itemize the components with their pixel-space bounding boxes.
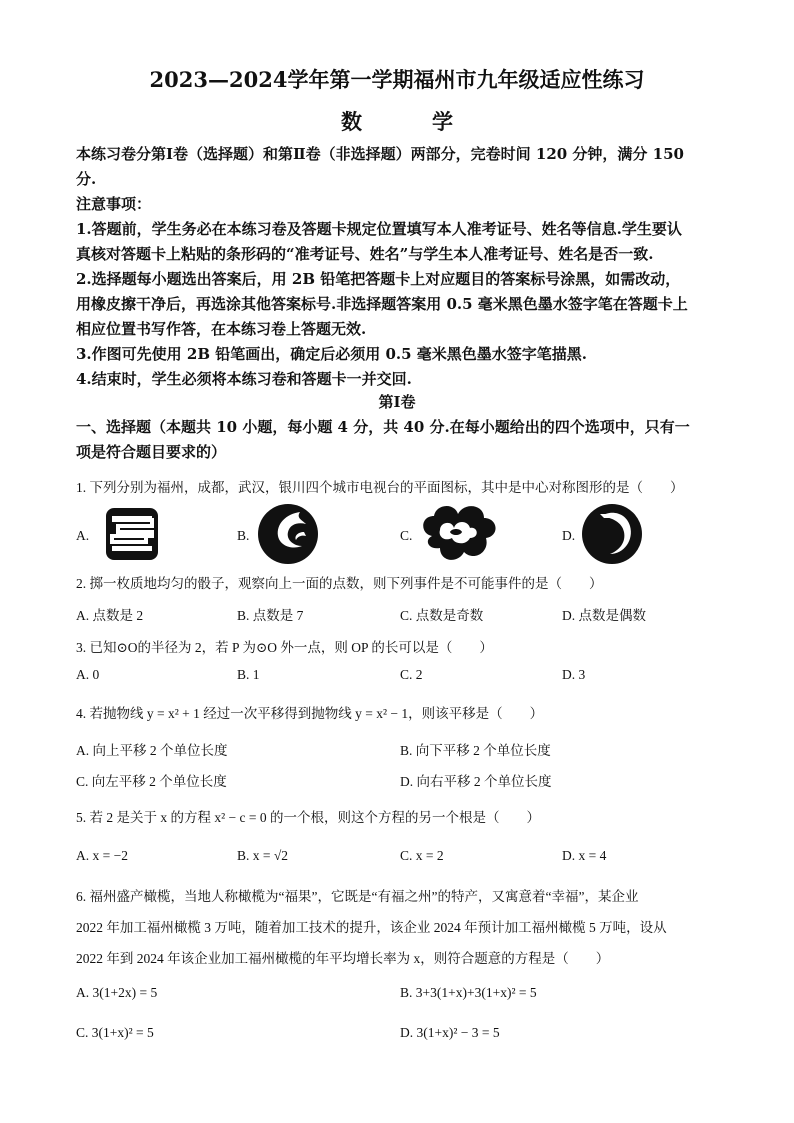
q3-stem: 3. 已知⊙O的半径为 2，若 P 为⊙O 外一点，则 OP 的长可以是（ ）	[76, 640, 493, 655]
chengdu-logo-icon	[256, 502, 320, 570]
notice-3: 3.作图可先使用 2B 铅笔画出，确定后必须用 0.5 毫米黑色墨水签字笔描黑.	[76, 345, 587, 363]
q6-stem-line-2: 2022 年加工福州橄榄 3 万吨，随着加工技术的提升，该企业 2024 年预计加工福州橄榄 5 万吨，设从	[76, 920, 667, 935]
q5-option-c: C. x = 2	[400, 848, 444, 863]
q5-stem: 5. 若 2 是关于 x 的方程 x² − c = 0 的一个根，则这个方程的另一个根是（ ）	[76, 810, 541, 825]
q2-option-d: D. 点数是偶数	[562, 608, 646, 623]
yinchuan-logo-icon	[580, 502, 644, 570]
intro-line-1: 本练习卷分第Ⅰ卷（选择题）和第Ⅱ卷（非选择题）两部分，完卷时间 120 分钟，满分 150	[76, 145, 684, 163]
q6-option-c: C. 3(1+x)² = 5	[76, 1025, 154, 1040]
fuzhou-logo-icon	[104, 506, 160, 566]
q2-option-b: B. 点数是 7	[237, 608, 304, 623]
q6-option-a: A. 3(1+2x) = 5	[76, 985, 158, 1000]
notice-1a: 1.答题前，学生务必在本练习卷及答题卡规定位置填写本人准考证号、姓名等信息.学生要认	[76, 220, 682, 238]
q2-stem: 2. 掷一枚质地均匀的骰子，观察向上一面的点数，则下列事件是不可能事件的是（ ）	[76, 576, 603, 591]
q1-label-b: B.	[237, 528, 250, 543]
q4-option-a: A. 向上平移 2 个单位长度	[76, 743, 228, 758]
q6-stem-line-1: 6. 福州盛产橄榄，当地人称橄榄为“福果”，它既是“有福之州”的特产，又寓意着“幸福”，某企业	[76, 889, 639, 904]
q6-option-b: B. 3+3(1+x)+3(1+x)² = 5	[400, 985, 537, 1000]
q4-option-b: B. 向下平移 2 个单位长度	[400, 743, 551, 758]
q1-label-c: C.	[400, 528, 413, 543]
notice-2a: 2.选择题每小题选出答案后，用 2B 铅笔把答题卡上对应题目的答案标号涂黑，如需改动，	[76, 270, 681, 288]
q1-label-d: D.	[562, 528, 576, 543]
q4-option-c: C. 向左平移 2 个单位长度	[76, 774, 227, 789]
q2-option-c: C. 点数是奇数	[400, 608, 484, 623]
intro-line-2: 分.	[76, 170, 97, 188]
exam-title: 2023—2024学年第一学期福州市九年级适应性练习	[149, 67, 645, 92]
q3-option-b: B. 1	[237, 667, 260, 682]
subject-title: 数学	[341, 109, 523, 134]
notice-title: 注意事项：	[76, 195, 152, 213]
q3-option-a: A. 0	[76, 667, 100, 682]
section-1-header-a: 一、选择题（本题共 10 小题，每小题 4 分，共 40 分.在每小题给出的四个选项中，只有一	[76, 418, 690, 436]
q1-stem: 1. 下列分别为福州，成都，武汉，银川四个城市电视台的平面图标，其中是中心对称图形的是（ ）	[76, 480, 684, 495]
section-1-header-b: 项是符合题目要求的）	[76, 443, 227, 461]
q6-option-d: D. 3(1+x)² − 3 = 5	[400, 1025, 500, 1040]
q3-option-c: C. 2	[400, 667, 423, 682]
wuhan-logo-icon	[418, 500, 500, 570]
part-1-heading: 第Ⅰ卷	[378, 393, 416, 411]
notice-1b: 真核对答题卡上粘贴的条形码的“准考证号、姓名”与学生本人准考证号、姓名是否一致.	[76, 245, 654, 263]
q5-option-a: A. x = −2	[76, 848, 128, 863]
notice-4: 4.结束时，学生必须将本练习卷和答题卡一并交回.	[76, 370, 412, 388]
q3-option-d: D. 3	[562, 667, 586, 682]
notice-2c: 相应位置书写作答，在本练习卷上答题无效.	[76, 320, 367, 338]
q5-option-b: B. x = √2	[237, 848, 289, 863]
q4-option-d: D. 向右平移 2 个单位长度	[400, 774, 552, 789]
q6-stem-line-3: 2022 年到 2024 年该企业加工福州橄榄的年平均增长率为 x，则符合题意的方程是（ ）	[76, 951, 610, 966]
q1-label-a: A.	[76, 528, 90, 543]
q5-option-d: D. x = 4	[562, 848, 607, 863]
q2-option-a: A. 点数是 2	[76, 608, 144, 623]
q4-stem: 4. 若抛物线 y = x² + 1 经过一次平移得到抛物线 y = x² − 1，则该平移是（ ）	[76, 706, 544, 721]
notice-2b: 用橡皮擦干净后，再选涂其他答案标号.非选择题答案用 0.5 毫米黑色墨水签字笔在答题卡上	[76, 295, 688, 313]
